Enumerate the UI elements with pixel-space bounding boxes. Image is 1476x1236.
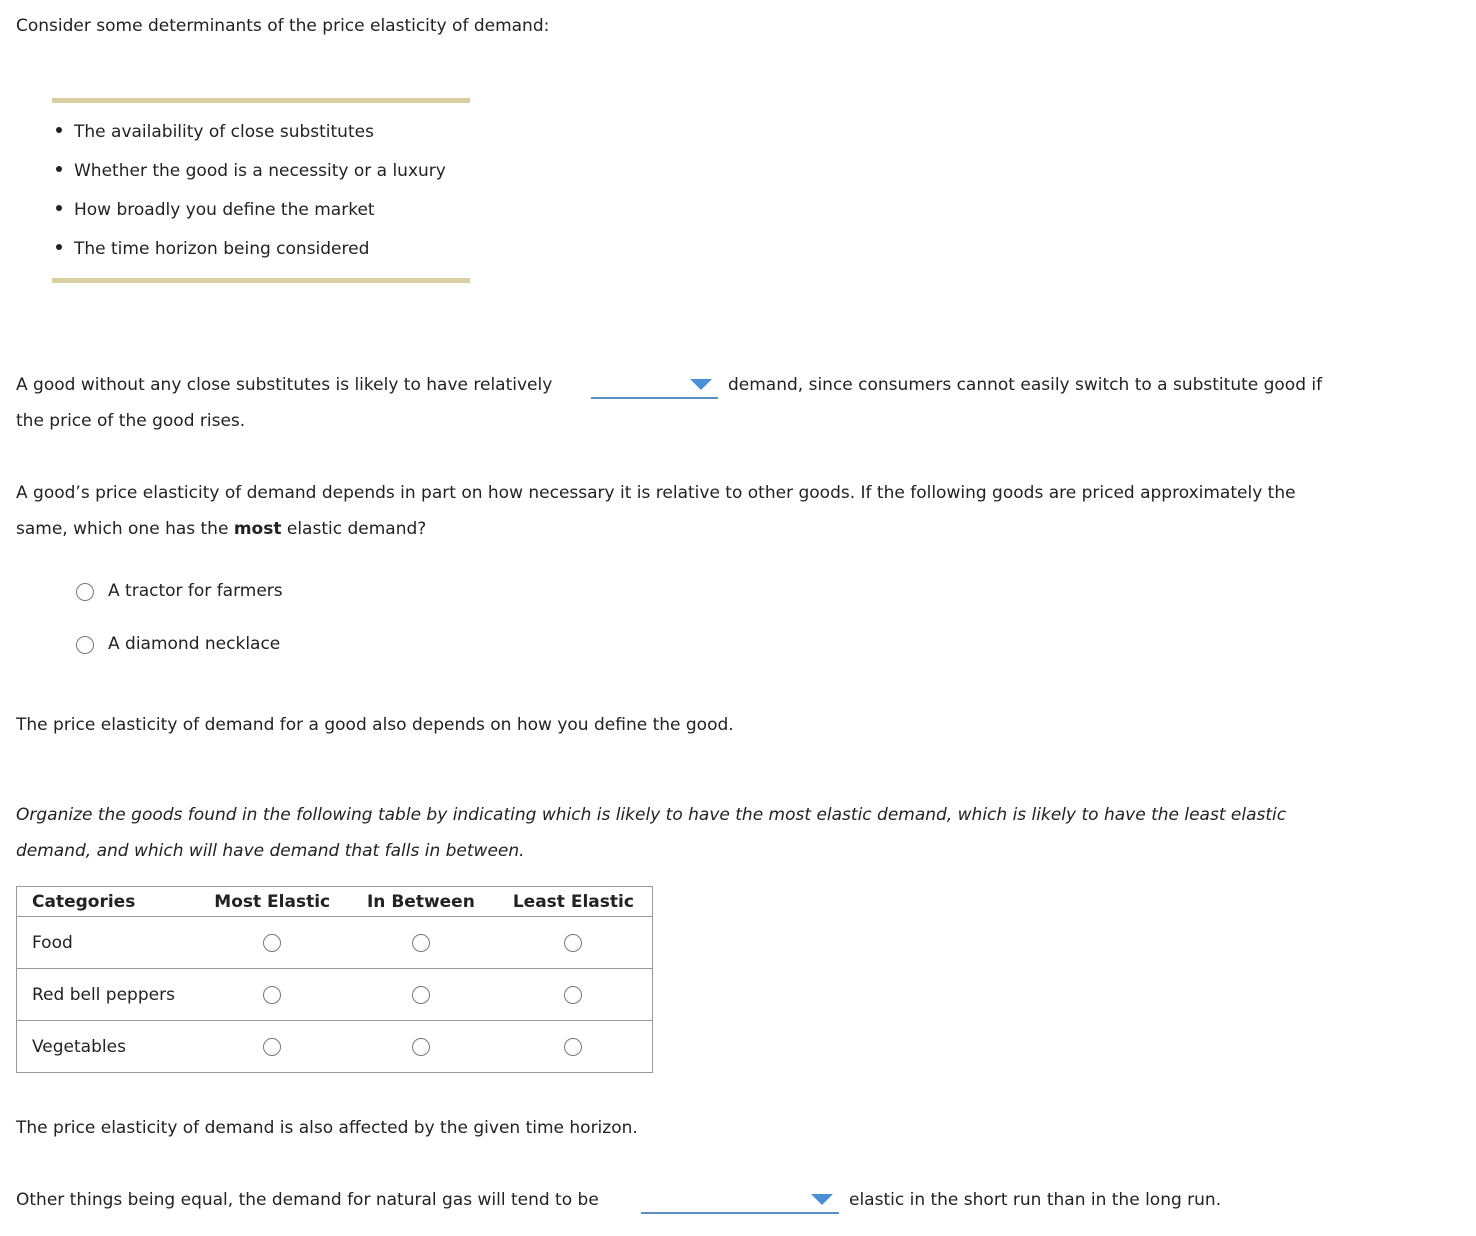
determinant-item: The availability of close substitutes (52, 121, 374, 143)
bullet-icon (56, 127, 62, 133)
radio-most-elastic[interactable] (263, 934, 281, 952)
q2-text-line2: same, which one has the most elastic demand? (16, 519, 427, 539)
radio-most-elastic[interactable] (263, 1038, 281, 1056)
time-note: The price elasticity of demand is also affected by the given time horizon. (16, 1118, 638, 1138)
table-row (17, 1021, 653, 1073)
row-label: Food (17, 917, 198, 969)
column-header: In Between (347, 887, 495, 917)
q1-text-after: demand, since consumers cannot easily switch to a substitute good if (728, 375, 1323, 395)
instruction-line1: Organize the goods found in the following table by indicating which is likely to have the most elastic demand, which is likely to have the least elastic (16, 805, 1287, 825)
table-row (17, 917, 653, 969)
chevron-down-icon (690, 379, 712, 390)
q1-text-line2: the price of the good rises. (16, 411, 246, 431)
column-header: Least Elastic (495, 887, 653, 917)
bullet-icon (56, 244, 62, 250)
option-label: A tractor for farmers (108, 581, 283, 601)
radio-least-elastic[interactable] (564, 934, 582, 952)
bullet-icon (56, 205, 62, 211)
radio-least-elastic[interactable] (564, 986, 582, 1004)
emphasis-most: most (233, 519, 282, 539)
row-label: Vegetables (17, 1021, 198, 1073)
determinant-item: The time horizon being considered (52, 238, 369, 260)
chevron-down-icon (811, 1194, 833, 1205)
q3-text-after: elastic in the short run than in the long run. (849, 1190, 1222, 1210)
option-label: A diamond necklace (108, 634, 281, 654)
bullet-icon (56, 166, 62, 172)
q2-text-line1: A good’s price elasticity of demand depends in part on how necessary it is relative to other goods. If the following goods are priced approximately the (16, 483, 1296, 503)
bottom-rule (52, 278, 470, 283)
table-header-row (17, 887, 653, 917)
radio-in-between[interactable] (412, 1038, 430, 1056)
instruction-line2: demand, and which will have demand that falls in between. (16, 841, 525, 861)
radio-button[interactable] (76, 636, 94, 654)
table-row (17, 969, 653, 1021)
radio-least-elastic[interactable] (564, 1038, 582, 1056)
determinant-item: How broadly you define the market (52, 199, 375, 221)
radio-in-between[interactable] (412, 934, 430, 952)
q1-text-before: A good without any close substitutes is likely to have relatively (16, 375, 553, 395)
top-rule (52, 98, 470, 103)
define-note: The price elasticity of demand for a good also depends on how you define the good. (16, 715, 734, 735)
intro-text: Consider some determinants of the price elasticity of demand: (16, 16, 550, 36)
determinant-item: Whether the good is a necessity or a luxury (52, 160, 446, 182)
q3-elasticity-dropdown[interactable] (641, 1188, 839, 1214)
row-label: Red bell peppers (17, 969, 198, 1021)
q1-elasticity-dropdown[interactable] (591, 373, 718, 399)
radio-most-elastic[interactable] (263, 986, 281, 1004)
column-header: Categories (17, 887, 198, 917)
radio-in-between[interactable] (412, 986, 430, 1004)
elasticity-table (16, 886, 653, 1073)
radio-button[interactable] (76, 583, 94, 601)
column-header: Most Elastic (197, 887, 347, 917)
q3-text-before: Other things being equal, the demand for natural gas will tend to be (16, 1190, 599, 1210)
